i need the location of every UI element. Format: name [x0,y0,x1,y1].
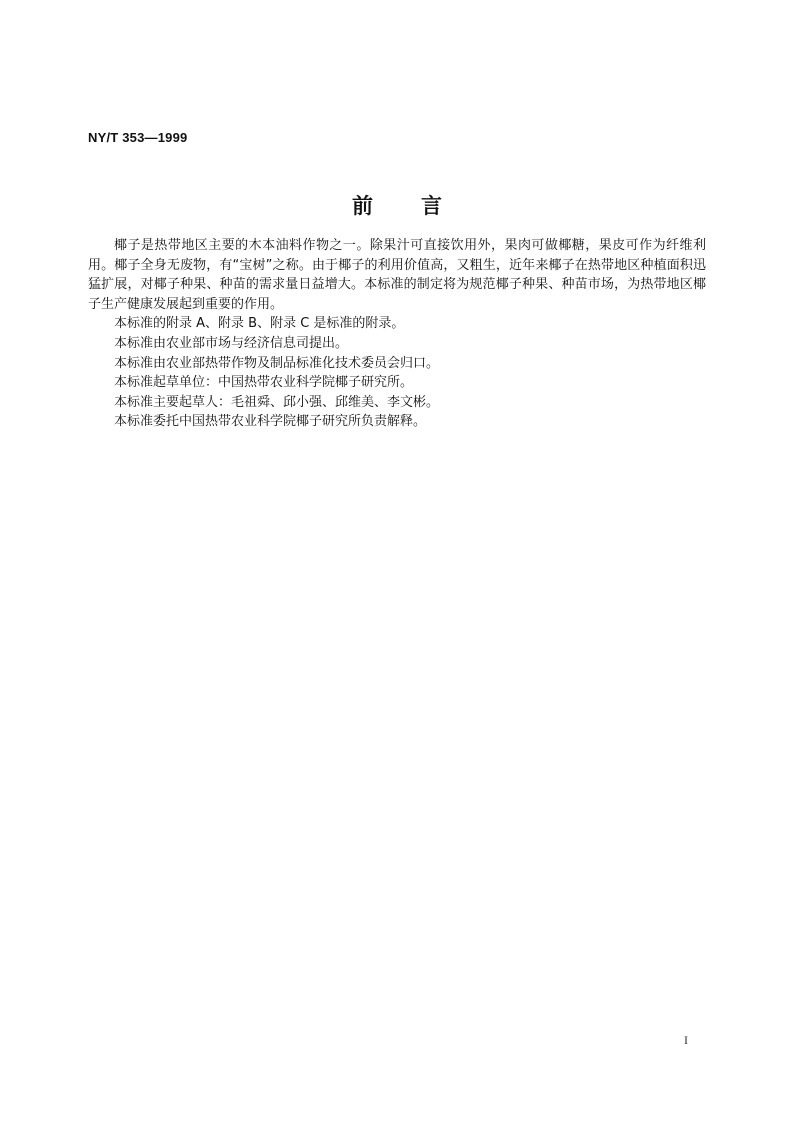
paragraph-drafters: 本标准主要起草人：毛祖舜、邱小强、邱维美、李文彬。 [114,394,440,410]
page-number: I [684,1033,688,1047]
paragraph-proposer: 本标准由农业部市场与经济信息司提出。 [114,335,349,351]
paragraph-intro: 椰子是热带地区主要的木本油料作物之一。除果汁可直接饮用外，果肉可做椰糖，果皮可作为纤维利用。椰子全身无废物，有“宝树”之称。由于椰子的利用价值高，又粗生，近年来椰子在热带地区种植面积迅猛扩展，对椰子种果、种苗的需求量日益增大。本标准的制定将为规范椰子种果、种苗市场，为热带地区椰子生产健康发展起到重要的作用。 [88,238,706,312]
foreword-body [88,236,706,432]
paragraph-interpretation: 本标准委托中国热带农业科学院椰子研究所负责解释。 [114,414,427,430]
paragraph-committee: 本标准由农业部热带作物及制品标准化技术委员会归口。 [114,355,440,371]
title-char-2: 言 [421,194,442,218]
standard-code: NY/T 353—1999 [88,130,188,145]
paragraph-drafting-unit: 本标准起草单位：中国热带农业科学院椰子研究所。 [114,375,414,391]
title-char-1: 前 [352,194,373,218]
paragraph-appendix: 本标准的附录 A、附录 B、附录 C 是标准的附录。 [114,316,405,332]
page-title [0,190,794,220]
